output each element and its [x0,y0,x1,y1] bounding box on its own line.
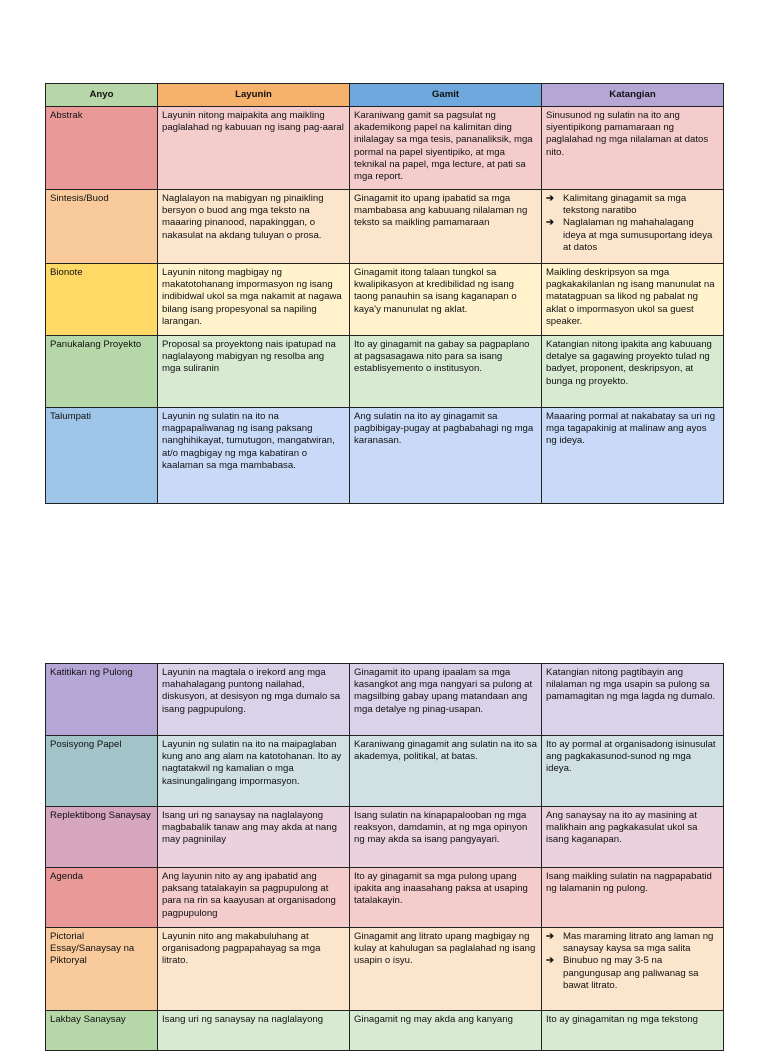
layunin-cell: Naglalayon na mabigyan ng pinaikling bersyon o buod ang mga teksto na maaaring pinanood, napakinggan, o nakasulat na akdang tuluyan o prosa. [158,190,350,264]
katangian-cell: Maikling deskripsyon sa mga pagkakakilanlan ng isang manunulat na matatagpuan sa likod ng pabalat ng aklat o impormasyon ukol sa guest speaker. [542,264,724,336]
anyo-cell: Posisyong Papel [46,736,158,807]
table-row [46,736,724,807]
layunin-cell: Layunin ng sulatin na ito na maipaglaban kung ano ang alam na katotohanan. Ito ay nagtatakwil ng kamalian o mga kasinungalingang impormasyon. [158,736,350,807]
gamit-cell: Ito ay ginagamit sa mga pulong upang ipakita ang inaasahang paksa at usaping tatalakayin. [350,868,542,928]
katangian-cell: Maaaring pormal at nakabatay sa uri ng mga tagapakinig at malinaw ang ayos ng ideya. [542,408,724,504]
katangian-cell [542,190,724,264]
anyo-cell: Sintesis/Buod [46,190,158,264]
writing-forms-table-1 [45,83,724,504]
table-row [46,408,724,504]
header-katangian: Katangian [542,84,724,107]
table-row [46,807,724,868]
layunin-cell: Layunin nitong maipakita ang maikling paglalahad ng kabuuan ng isang pag-aaral [158,107,350,190]
layunin-cell: Layunin na magtala o irekord ang mga mahahalagang puntong nailahad, diskusyon, at desisyon ng mga dumalo sa isang pagpupulong. [158,664,350,736]
table-row [46,264,724,336]
katangian-cell: Ang sanaysay na ito ay masining at malikhain ang pagkakasulat ukol sa isang kaganapan. [542,807,724,868]
layunin-cell: Layunin nitong magbigay ng makatotohanang impormasyon ng isang indibidwal ukol sa mga nakamit at nagawa bilang isang propesyonal sa napiling larangan. [158,264,350,336]
gamit-cell: Ang sulatin na ito ay ginagamit sa pagbibigay-pugay at pagbabahagi ng mga karanasan. [350,408,542,504]
katangian-cell [542,928,724,1011]
list-item: ➔ Kalimitang ginagamit sa mga tekstong naratibo [546,193,687,217]
arrow-icon: ➔ [546,193,555,204]
anyo-cell: Agenda [46,868,158,928]
gamit-cell: Karaniwang ginagamit ang sulatin na ito sa akademya, politikal, at batas. [350,736,542,807]
gamit-cell: Ginagamit ito upang ipabatid sa mga mambabasa ang kabuuang nilalaman ng teksto sa maikling pamamaraan [350,190,542,264]
katangian-list [546,193,719,254]
layunin-cell: Isang uri ng sanaysay na naglalayong [158,1011,350,1051]
header-gamit: Gamit [350,84,542,107]
arrow-icon: ➔ [546,931,555,942]
gamit-cell: Ito ay ginagamit na gabay sa pagpaplano at pagsasagawa nito para sa isang establisyemento o institusyon. [350,336,542,408]
table-row [46,928,724,1011]
gamit-cell: Ginagamit ito upang ipaalam sa mga kasangkot ang mga nangyari sa pulong at magsilbing gabay upang matandaan ang mga detalye ng pinag-usapan. [350,664,542,736]
gamit-cell: Ginagamit ang litrato upang magbigay ng kulay at kahulugan sa paglalahad ng isang usapin o isyu. [350,928,542,1011]
list-item: ➔ Naglalaman ng mahahalagang ideya at mga sumusuportang ideya at datos [546,217,713,253]
header-row [46,84,724,107]
gamit-cell: Isang sulatin na kinapapalooban ng mga reaksyon, damdamin, at ng mga opinyon ng may akda sa isang pangyayari. [350,807,542,868]
anyo-cell: Katitikan ng Pulong [46,664,158,736]
anyo-cell: Panukalang Proyekto [46,336,158,408]
anyo-cell: Abstrak [46,107,158,190]
layunin-cell: Ang layunin nito ay ang ipabatid ang paksang tatalakayin sa pagpupulong at para na rin sa kaayusan at organisadong pagpupulong [158,868,350,928]
katangian-cell: Ito ay ginagamitan ng mga tekstong [542,1011,724,1051]
katangian-cell: Katangian nitong ipakita ang kabuuang detalye sa gagawing proyekto tulad ng badyet, proponent, deskripsyon, at bunga ng proyekto. [542,336,724,408]
gamit-cell: Ginagamit ng may akda ang kanyang [350,1011,542,1051]
layunin-cell: Layunin ng sulatin na ito na magpapaliwanag ng isang paksang nanghihikayat, tumutugon, mangatwiran, at/o magbigay ng mga kabatiran o kaalaman sa mga mambabasa. [158,408,350,504]
table-row [46,336,724,408]
katangian-cell: Isang maikling sulatin na nagpapabatid ng lalamanin ng pulong. [542,868,724,928]
katangian-cell: Sinusunod ng sulatin na ito ang siyentipikong pamamaraan ng paglalahad ng mga nilalaman at datos nito. [542,107,724,190]
arrow-icon: ➔ [546,955,555,967]
list-item: ➔ Mas maraming litrato ang laman ng sanaysay kaysa sa mga salita [546,931,714,955]
katangian-cell: Ito ay pormal at organisadong isinusulat ang pagkakasunod-sunod ng mga ideya. [542,736,724,807]
writing-forms-table-2 [45,663,724,1051]
anyo-cell: Bionote [46,264,158,336]
layunin-cell: Layunin nito ang makabuluhang at organisadong pagpapahayag sa mga litrato. [158,928,350,1011]
layunin-cell: Proposal sa proyektong nais ipatupad na naglalayong mabigyan ng resolba ang mga suliranin [158,336,350,408]
header-anyo: Anyo [46,84,158,107]
katangian-cell: Katangian nitong pagtibayin ang nilalaman ng mga usapin sa pulong sa pamamagitan ng mga lagda ng dumalo. [542,664,724,736]
table-row [46,107,724,190]
table-row [46,1011,724,1051]
gamit-cell: Ginagamit itong talaan tungkol sa kwalipikasyon at kredibilidad ng isang taong panauhin sa isang kaganapan o kaya'y manunulat ng aklat. [350,264,542,336]
anyo-cell: Talumpati [46,408,158,504]
arrow-icon: ➔ [546,217,555,229]
gamit-cell: Karaniwang gamit sa pagsulat ng akademikong papel na kalimitan ding inilalagay sa mga tesis, pananaliksik, mga pormal na papel siyentipiko, at mga teknikal na papel, mga lecture, at pati sa mga report. [350,107,542,190]
table-row [46,664,724,736]
anyo-cell: Lakbay Sanaysay [46,1011,158,1051]
list-item: ➔ Binubuo ng may 3-5 na pangungusap ang paliwanag sa bawat litrato. [546,955,699,991]
anyo-cell: Replektibong Sanaysay [46,807,158,868]
table-row [46,868,724,928]
header-layunin: Layunin [158,84,350,107]
table-row [46,190,724,264]
anyo-cell: Pictorial Essay/Sanaysay na Piktoryal [46,928,158,1011]
layunin-cell: Isang uri ng sanaysay na naglalayong magbabalik tanaw ang may akda at nang may pagninilay [158,807,350,868]
katangian-list [546,931,719,992]
